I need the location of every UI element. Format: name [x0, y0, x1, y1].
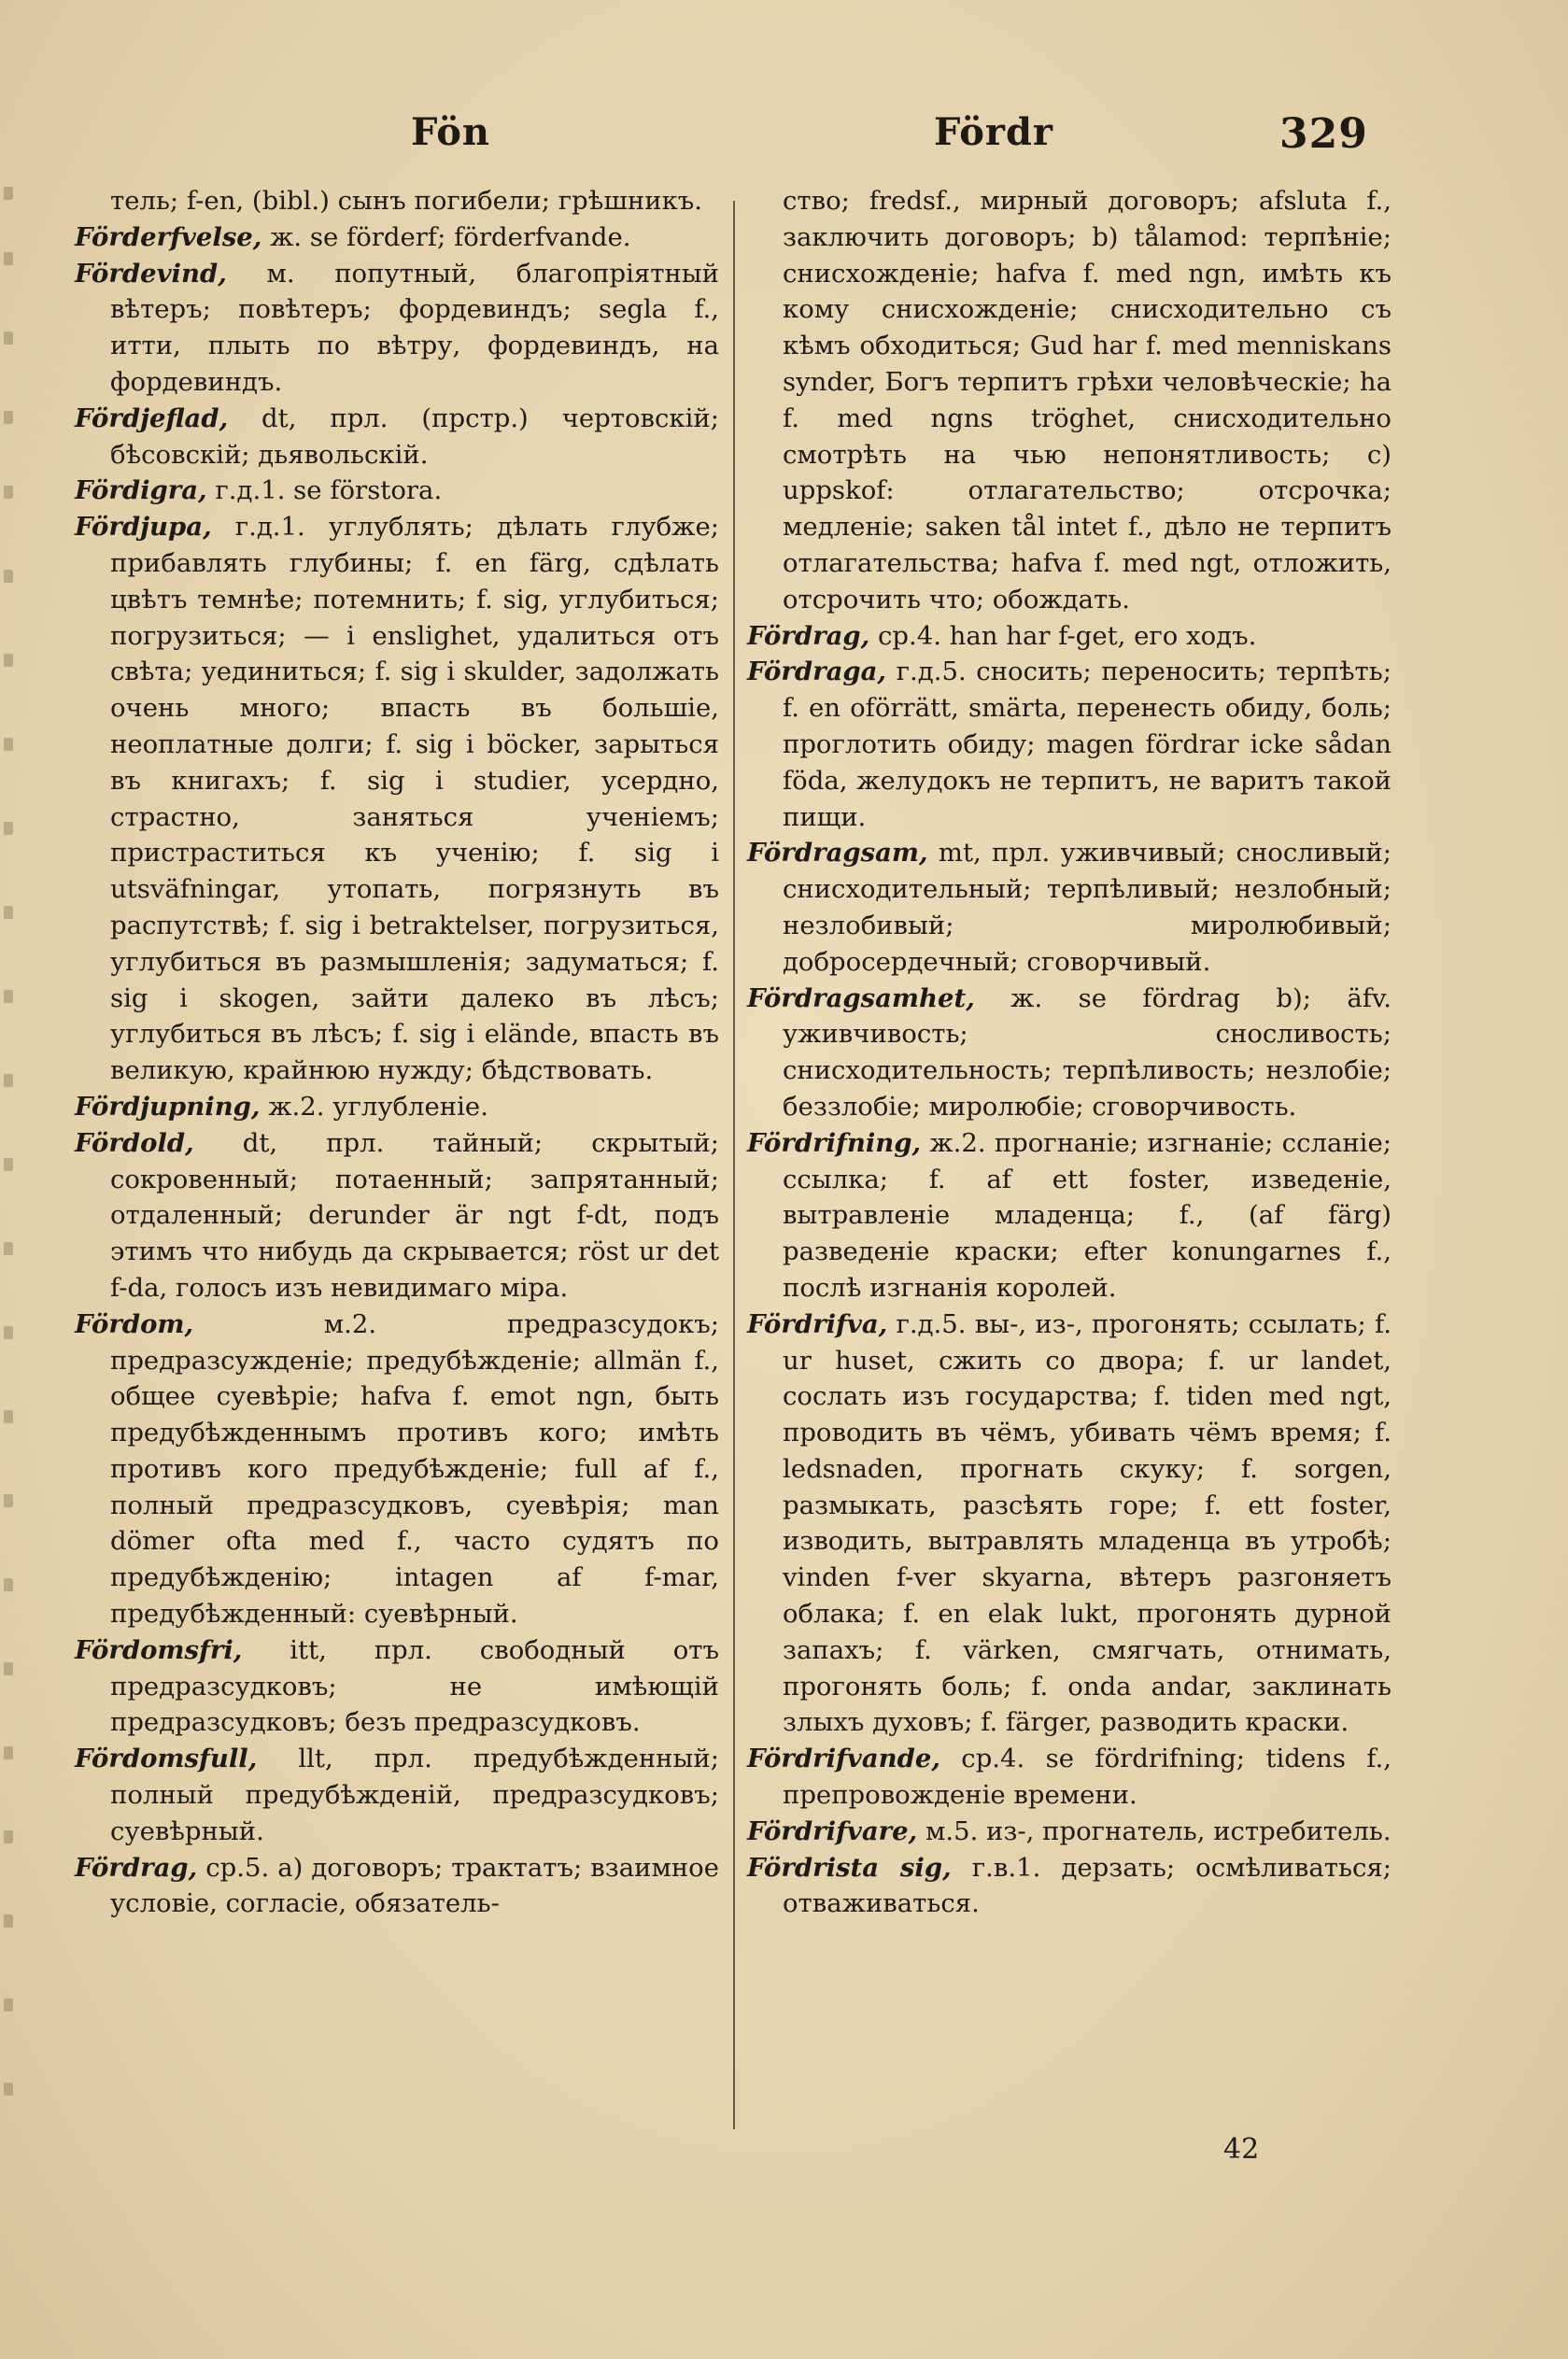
column-divider	[733, 201, 735, 2129]
entry-definition: м.2. предразсудокъ; предразсужденіе; предубѣжденіе; allmän f., общее суевѣріе; hafva f. emot ngn, быть предубѣжденнымъ противъ кого; имѣть противъ кого предубѣжденіе; full af f., полный предразсудковъ, суевѣрія; man dömer ofta med f., часто судятъ по предубѣжденію; intagen af f-mar, предубѣжденный: суевѣрный.	[110, 1308, 719, 1630]
entry-headword: Fördrag,	[747, 620, 870, 651]
entry-definition: г.в.1. дерзать; осмѣливаться; отваживаться.	[783, 1852, 1391, 1919]
entry-definition: llt, прл. предубѣжденный; полный предубѣжденій, предразсудковъ; суевѣрный.	[110, 1744, 719, 1846]
entry-headword: Fördrifva,	[747, 1308, 888, 1339]
entry-headword: Fördragsam,	[747, 838, 928, 869]
entry-headword: Fördrifvare,	[747, 1815, 918, 1846]
entry-definition: itt, прл. свободный отъ предразсудковъ; не имѣющій предразсудковъ; безъ предразсудковъ.	[110, 1634, 719, 1738]
entry-headword: Fördevind,	[75, 258, 227, 289]
dictionary-entry	[747, 1307, 1391, 1742]
entry-definition: тель; f-en, (bibl.) сынъ погибели; грѣшникъ.	[110, 186, 702, 216]
entry-definition: г.д.5. сносить; переносить; терпѣть; f. en oförrätt, smärta, перенесть обиду, боль; проглотить обиду; magen fördrar icke sådan föda, желудокъ не терпитъ, не варитъ такой пищи.	[783, 657, 1391, 832]
entry-definition: г.д.1. углублять; дѣлать глубже; прибавлять глубины; f. en färg, сдѣлать цвѣтъ темнѣе; потемнить; f. sig, углубиться; погрузиться; — i enslighet, удалиться отъ свѣта; уединиться; f. sig i skulder, задолжать очень много; впасть въ большіе, неоплатные долги; f. sig i böcker, зарыться въ книгахъ; f. sig i studier, усердно, страстно, заняться ученіемъ; пристраститься къ ученію; f. sig i utsväfningar, утопать, погрязнуть въ распутствѣ; f. sig i betraktelser, погрузиться, углубиться въ размышленія; задуматься; f. sig i skogen, зайти далеко въ лѣсъ; углубиться въ лѣсъ; f. sig i elände, впасть въ великую, крайнюю нужду; бѣдствовать.	[110, 512, 719, 1086]
entry-definition: г.д.5. вы-, из-, прогонять; ссылать; f. ur huset, сжить со двора; f. ur landet, сослать изъ государства; f. tiden med ngt, проводить въ чёмъ, убивать чёмъ время; f. ledsnaden, прогнать скуку; f. sorgen, размыкать, разсѣять горе; f. ett foster, изводить, вытравлять младенца въ утробѣ; vinden f-ver skyarna, вѣтеръ разгоняетъ облака; f. en elak lukt, прогонять дурной запахъ; f. värken, смягчать, отнимать, прогонять боль; f. onda andar, заклинать злыхъ духовъ; f. färger, разводить краски.	[783, 1308, 1391, 1738]
page-number: 329	[1279, 110, 1368, 158]
dictionary-entry	[75, 1125, 719, 1307]
entry-headword: Fördold,	[75, 1127, 194, 1158]
entry-headword: Fördjupa,	[75, 512, 212, 543]
right-column	[747, 183, 1391, 1922]
dictionary-entry	[747, 618, 1391, 655]
dictionary-entry	[75, 1850, 719, 1923]
entry-headword: Fördrista sig,	[747, 1852, 952, 1883]
dictionary-entry	[747, 1814, 1391, 1850]
left-column	[75, 183, 719, 1922]
entry-headword: Fördragsamhet,	[747, 982, 975, 1013]
entry-definition: ср.4. se fördrifning; tidens f., препровожденіе времени.	[783, 1744, 1391, 1811]
dictionary-entry	[75, 1632, 719, 1741]
entry-headword: Fördomsfri,	[75, 1634, 243, 1665]
entry-definition: ж. se fördrag b); äfv. уживчивость; сносливость; снисходительность; терпѣливость; незлобіе; беззлобіе; миролюбіе; сговорчивость.	[783, 982, 1391, 1122]
dictionary-entry	[75, 1307, 719, 1632]
running-head-right: Fördr	[934, 110, 1054, 154]
entry-definition: ж.2. прогнаніе; изгнаніе; ссланіе; ссылка; f. af ett foster, изведеніе, вытравленіе младенца; f., (af färg) разведеніе краски; efter konungarnes f., послѣ изгнанія королей.	[783, 1127, 1391, 1303]
entry-headword: Fördrag,	[75, 1852, 198, 1883]
entry-definition: ство; fredsf., мирный договоръ; afsluta f., заключить договоръ; b) tålamod: терпѣніе; снисхожденіе; hafva f. med ngn, имѣть къ кому снисхожденіе; снисходительно съ кѣмъ обходиться; Gud har f. med menniskans synder, Богъ терпитъ грѣхи человѣческіе; ha f. med ngns tröghet, снисходительно смотрѣть на чью непонятливость; c) uppskof: отлагательство; отсрочка; медленіе; saken tål intet f., дѣло не терпитъ отлагательства; hafva f. med ngt, отложить, отсрочить что; обождать.	[783, 186, 1391, 614]
running-head-left: Fön	[411, 110, 490, 154]
entry-headword: Fördjupning,	[75, 1091, 261, 1122]
dictionary-entry	[747, 1850, 1391, 1923]
dictionary-entry	[747, 981, 1391, 1125]
entry-definition: м. попутный, благопріятный вѣтеръ; повѣтеръ; фордевиндъ; segla f., итти, плыть по вѣтру, фордевиндъ, на фордевиндъ.	[110, 258, 719, 397]
dictionary-entry	[747, 1125, 1391, 1307]
entry-definition: г.д.1. se förstora.	[206, 475, 443, 506]
entry-definition: ср.4. han har f-get, его ходъ.	[869, 620, 1257, 651]
entry-definition: dt, прл. (прстр.) чертовскій; бѣсовскій; дьявольскій.	[110, 403, 719, 470]
binding-gutter	[0, 168, 24, 2129]
dictionary-entry	[75, 473, 719, 509]
dictionary-entry	[747, 183, 1391, 618]
entry-definition: dt, прл. тайный; скрытый; сокровенный; потаенный; запрятанный; отдаленный; derunder är ngt f-dt, подъ этимъ что нибудь да скрывается; röst ur det f-da, голосъ изъ невидимаго міра.	[110, 1127, 719, 1303]
dictionary-entry	[75, 183, 719, 219]
dictionary-entry	[747, 654, 1391, 835]
entry-definition: ср.5. a) договоръ; трактатъ; взаимное условіе, согласіе, обязатель-	[110, 1852, 719, 1919]
dictionary-entry	[75, 401, 719, 473]
entry-definition: м.5. из-, прогнатель, истребитель.	[917, 1815, 1391, 1846]
dictionary-entry	[75, 219, 719, 256]
signature-mark: 42	[1223, 2133, 1260, 2166]
entry-definition: ж.2. углубленіе.	[260, 1091, 488, 1122]
entry-headword: Fördomsfull,	[75, 1744, 258, 1774]
entry-headword: Fördom,	[75, 1308, 194, 1339]
entry-headword: Fördrifvande,	[747, 1744, 940, 1774]
dictionary-entry	[75, 256, 719, 401]
entry-definition: ж. se förderf; förderfvande.	[261, 221, 631, 252]
entry-definition: mt, прл. уживчивый; сносливый; снисходительный; терпѣливый; незлобный; незлобивый; миролюбивый; добросердечный; сговорчивый.	[783, 838, 1391, 977]
dictionary-entry	[75, 509, 719, 1089]
entry-headword: Fördraga,	[747, 657, 887, 687]
entry-headword: Fördigra,	[75, 475, 207, 506]
dictionary-entry	[75, 1741, 719, 1849]
entry-headword: Fördrifning,	[747, 1127, 922, 1158]
dictionary-entry	[747, 1741, 1391, 1814]
entry-headword: Förderfvelse,	[75, 221, 262, 252]
dictionary-entry	[75, 1089, 719, 1125]
entry-headword: Fördjeflad,	[75, 403, 229, 433]
dictionary-entry	[747, 835, 1391, 980]
